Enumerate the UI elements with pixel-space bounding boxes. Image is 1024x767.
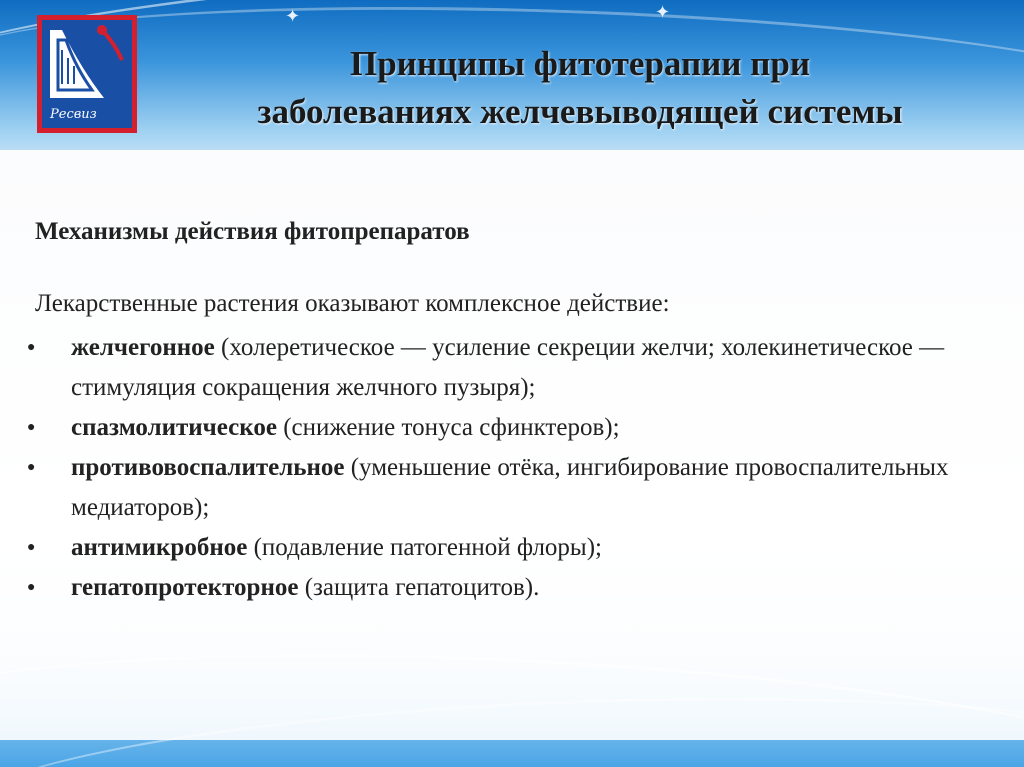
item-desc: (холеретическое — усиление секреции желчи; холекинетическое — стимуляция сокращения желчного пузыря); — [71, 334, 945, 401]
bullet-icon: ● — [27, 340, 36, 355]
logo — [37, 15, 137, 133]
item-term: желчегонное — [71, 334, 215, 361]
list-item — [27, 448, 995, 528]
bullet-icon: ● — [27, 580, 36, 595]
list-item — [27, 528, 995, 568]
bullet-icon: ● — [27, 540, 36, 555]
logo-emblem — [42, 20, 132, 128]
list-item — [27, 328, 995, 408]
title-line: Принципы фитотерапии при — [349, 44, 811, 83]
action-list — [27, 328, 995, 608]
intro-text: Лекарственные растения оказывают комплексное действие: — [35, 290, 670, 317]
item-desc: (снижение тонуса сфинктеров); — [276, 414, 620, 441]
item-term: спазмолитическое — [71, 414, 277, 441]
sparkle-icon: ✦ — [285, 6, 301, 26]
item-desc: (защита гепатоцитов). — [298, 574, 540, 601]
bullet-icon: ● — [27, 460, 36, 475]
item-term: противовоспалительное — [71, 454, 345, 481]
slide-content — [27, 218, 995, 608]
item-term: антимикробное — [71, 534, 248, 561]
section-subtitle: Механизмы действия фитопрепаратов — [35, 218, 470, 245]
list-item — [27, 408, 995, 448]
item-desc: (уменьшение отёка, ингибирование провоспалительных медиаторов); — [71, 454, 949, 521]
title-line: заболеваниях желчевыводящей системы — [257, 92, 903, 131]
item-term: гепатопротекторное — [71, 574, 299, 601]
slide-title — [150, 40, 1010, 136]
bullet-icon: ● — [27, 420, 36, 435]
logo-signature: Ресвиз — [50, 107, 97, 122]
sparkle-icon: ✦ — [655, 2, 671, 22]
list-item — [27, 568, 995, 608]
item-desc: (подавление патогенной флоры); — [247, 534, 602, 561]
